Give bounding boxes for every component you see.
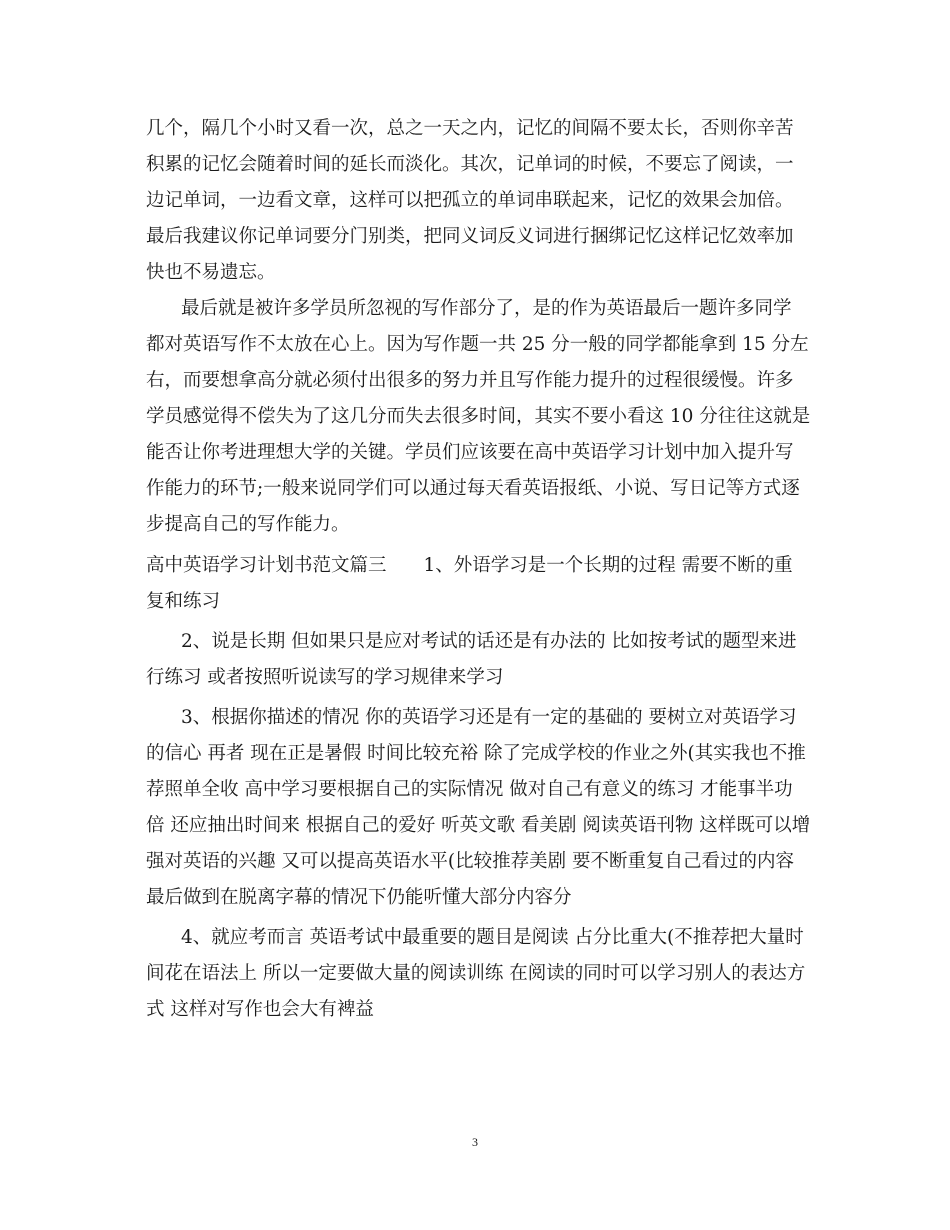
text-line: 最后做到在脱离字幕的情况下仍能听懂大部分内容分 (146, 887, 572, 908)
text-line: 边记单词，一边看文章，这样可以把孤立的单词串联起来，记忆的效果会加倍。 (146, 190, 794, 211)
text-line: 能否让你考进理想大学的关键。学员们应该要在高中英语学习计划中加入提升写 (146, 442, 794, 463)
text-line: 作能力的环节;一般来说同学们可以通过每天看英语报纸、小说、写日记等方式逐 (146, 478, 800, 499)
text-line: 式 这样对写作也会大有裨益 (146, 999, 374, 1020)
text-line: 右，而要想拿高分就必须付出很多的努力并且写作能力提升的过程很缓慢。许多 (146, 370, 794, 391)
text-line: 荐照单全收 高中学习要根据自己的实际情况 做对自己有意义的练习 才能事半功 (146, 779, 793, 800)
text-line: 积累的记忆会随着时间的延长而淡化。其次，记单词的时候，不要忘了阅读，一 (146, 154, 794, 175)
text-line: 快也不易遗忘。 (146, 262, 276, 283)
text-line: 强对英语的兴趣 又可以提高英语水平(比较推荐美剧 要不断重复自己看过的内容 (146, 851, 794, 872)
paragraph-first-line: 2、说是长期 但如果只是应对考试的话还是有办法的 比如按考试的题型来进 (181, 631, 797, 652)
text-line: 倍 还应抽出时间来 根据自己的爱好 听英文歌 看美剧 阅读英语刊物 这样既可以增 (146, 815, 811, 836)
paragraph-first-line: 4、就应考而言 英语考试中最重要的题目是阅读 占分比重大(不推荐把大量时 (181, 927, 804, 948)
text-line: 步提高自己的写作能力。 (146, 514, 350, 535)
text-line: 的信心 再者 现在正是暑假 时间比较充裕 除了完成学校的作业之外(其实我也不推 (146, 743, 806, 764)
text-line: 最后我建议你记单词要分门别类，把同义词反义词进行捆绑记忆这样记忆效率加 (146, 226, 794, 247)
text-line: 几个，隔几个小时又看一次，总之一天之内，记忆的间隔不要太长，否则你辛苦 (146, 118, 794, 139)
page-number: 3 (472, 1135, 478, 1149)
paragraph-first-line: 3、根据你描述的情况 你的英语学习还是有一定的基础的 要树立对英语学习 (181, 707, 797, 728)
paragraph-first-line: 最后就是被许多学员所忽视的写作部分了，是的作为英语最后一题许多同学 (181, 298, 792, 319)
text-line: 复和练习 (146, 591, 221, 612)
text-line: 都对英语写作不太放在心上。因为写作题一共 25 分一般的同学都能拿到 15 分左 (146, 334, 809, 355)
section-heading-line: 高中英语学习计划书范文篇三 1、外语学习是一个长期的过程 需要不断的重 (146, 555, 793, 576)
text-line: 间花在语法上 所以一定要做大量的阅读训练 在阅读的同时可以学习别人的表达方 (146, 963, 806, 984)
text-line: 行练习 或者按照听说读写的学习规律来学习 (146, 667, 504, 688)
text-line: 学员感觉得不偿失为了这几分而失去很多时间，其实不要小看这 10 分往往这就是 (146, 406, 811, 427)
